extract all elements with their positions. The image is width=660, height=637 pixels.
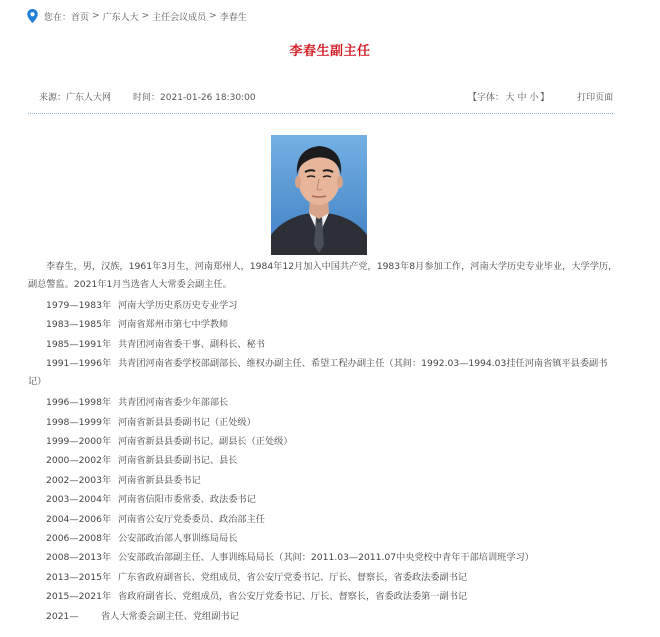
career-desc: 共青团河南省委学校部副部长、维权办副主任、希望工程办副主任（其间：1992.03—1994.03挂任河南省镇平县委副书记） — [28, 358, 608, 388]
article-time: 时间：2021-01-26 18:30:00 — [133, 93, 256, 103]
career-row — [28, 432, 618, 451]
career-years: 1991—1996年 — [46, 358, 112, 370]
bio-content — [28, 258, 618, 626]
career-desc: 河南省新县县委副书记、副县长（正处级） — [118, 436, 293, 448]
career-row — [28, 471, 618, 490]
career-row — [28, 548, 618, 567]
career-years: 2015—2021年 — [46, 591, 112, 603]
career-desc: 河南大学历史系历史专业学习 — [118, 300, 238, 311]
career-desc: 河南省公安厅党委委员、政治部主任 — [118, 513, 265, 525]
career-desc: 省政府副省长、党组成员，省公安厅党委书记、厅长、督察长，省委政法委第一副书记 — [118, 591, 468, 603]
career-row — [28, 587, 618, 606]
portrait-image — [271, 135, 367, 255]
career-row — [28, 335, 618, 354]
font-size-small-button[interactable]: 小 — [529, 93, 539, 103]
font-size-label-open: 【字体： — [468, 93, 505, 103]
career-row — [28, 296, 618, 315]
career-years: 2002—2003年 — [46, 474, 112, 486]
career-years: 2008—2013年 — [46, 552, 112, 564]
career-years: 1996—1998年 — [46, 397, 112, 409]
career-row — [28, 451, 618, 470]
breadcrumb-separator: > — [92, 11, 100, 21]
career-desc: 河南省信阳市委常委、政法委书记 — [118, 494, 256, 506]
breadcrumb-current[interactable]: 李春生 — [219, 12, 247, 23]
career-row — [28, 529, 618, 548]
font-size-label-close: 】 — [540, 93, 550, 103]
career-years: 1983—1985年 — [46, 319, 112, 331]
career-row — [28, 413, 618, 432]
career-desc: 共青团河南省委少年部部长 — [118, 397, 229, 409]
article-tools — [468, 90, 613, 103]
font-size-medium-button[interactable]: 中 — [517, 93, 527, 103]
page-title: 李春生副主任 — [289, 44, 371, 59]
breadcrumb-home[interactable]: 首页 — [71, 12, 90, 23]
career-desc: 广东省政府副省长、党组成员，省公安厅党委书记、厅长、督察长，省委政法委副书记 — [118, 571, 468, 583]
breadcrumb-guangdong-npc[interactable]: 广东人大 — [102, 12, 139, 23]
font-size-selector — [468, 90, 549, 103]
career-years: 2003—2004年 — [46, 494, 112, 506]
font-size-large-button[interactable]: 大 — [505, 93, 515, 103]
career-row — [28, 355, 618, 391]
career-years: 2021— — [46, 610, 79, 622]
career-desc: 河南省新县县委书记 — [118, 474, 201, 486]
bio-intro: 李春生，男，汉族，1961年3月生，河南郑州人，1984年12月加入中国共产党，1983年8月参加工作，河南大学历史专业毕业，大学学历，副总警监。2021年1月当选省人大常委会副主任。 — [28, 261, 618, 290]
header-divider — [28, 113, 613, 114]
career-desc: 河南省新县县委副书记（正处级） — [118, 416, 256, 428]
career-row — [28, 510, 618, 529]
career-desc: 公安部政治部人事训练局局长 — [118, 533, 238, 545]
article-meta — [39, 90, 256, 103]
breadcrumb-prefix: 您在： — [44, 12, 72, 23]
career-desc: 河南省新县县委副书记、县长 — [118, 455, 238, 467]
career-row — [28, 393, 618, 412]
print-page-button[interactable]: 打印页面 — [577, 93, 614, 103]
career-desc: 省人大常委会副主任、党组副书记 — [101, 610, 239, 622]
career-years: 1999—2000年 — [46, 436, 112, 448]
career-desc: 河南省郑州市第七中学教师 — [118, 319, 229, 331]
breadcrumb-council-members[interactable]: 主任会议成员 — [152, 12, 207, 23]
career-years: 1985—1991年 — [46, 338, 112, 350]
career-row — [28, 315, 618, 334]
career-years: 2006—2008年 — [46, 533, 112, 545]
career-years: 2013—2015年 — [46, 571, 112, 583]
career-desc: 公安部政治部副主任、人事训练局局长（其间：2011.03—2011.07中央党校中青年干部培训班学习） — [118, 552, 534, 564]
career-row — [28, 490, 618, 509]
career-row — [28, 607, 618, 626]
portrait-photo — [271, 135, 367, 255]
career-years: 2000—2002年 — [46, 455, 112, 467]
location-pin-icon — [27, 9, 38, 23]
career-years: 2004—2006年 — [46, 513, 112, 525]
breadcrumb — [27, 8, 247, 24]
breadcrumb-separator: > — [141, 11, 150, 21]
article-source: 来源：广东人大网 — [39, 93, 112, 103]
career-row — [28, 568, 618, 587]
career-years: 1998—1999年 — [46, 416, 112, 428]
career-desc: 共青团河南省委干事、副科长、秘书 — [118, 338, 265, 350]
career-years: 1979—1983年 — [46, 300, 112, 311]
breadcrumb-separator: > — [209, 11, 217, 21]
